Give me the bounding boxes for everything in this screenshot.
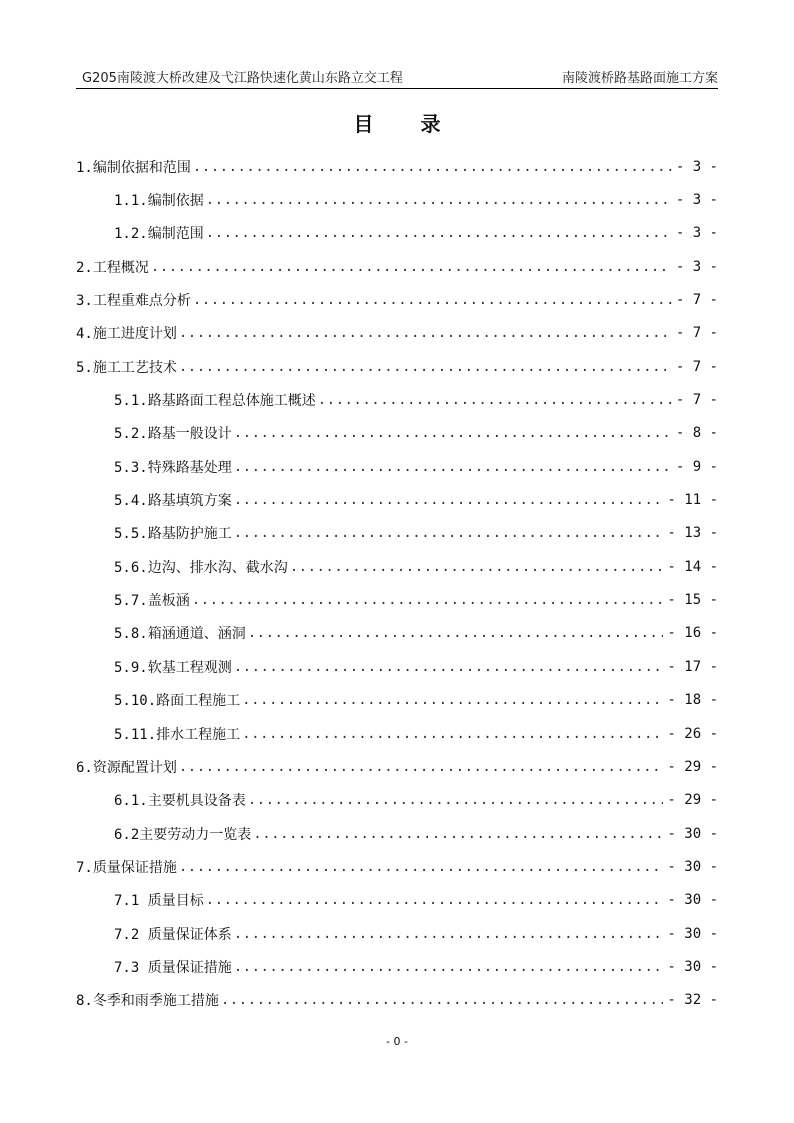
toc-entry-label: 1.1.编制依据 bbox=[114, 193, 204, 210]
header-document-title: 南陵渡桥路基路面施工方案 bbox=[561, 71, 718, 86]
toc-dot-leader bbox=[234, 926, 664, 942]
toc-entry[interactable] bbox=[76, 583, 718, 616]
toc-entry[interactable] bbox=[76, 350, 718, 383]
toc-entry-page: - 3 - bbox=[675, 192, 718, 209]
toc-dot-leader bbox=[206, 192, 672, 208]
toc-entry-label: 7.1 质量目标 bbox=[114, 893, 204, 910]
toc-entry-page: - 9 - bbox=[675, 458, 718, 475]
toc-entry-page: - 29 - bbox=[667, 792, 718, 809]
toc-entry[interactable] bbox=[76, 617, 718, 650]
toc-entry[interactable] bbox=[76, 650, 718, 683]
toc-entry[interactable] bbox=[76, 984, 718, 1017]
toc-entry-page: - 7 - bbox=[675, 392, 718, 409]
toc-dot-leader bbox=[248, 625, 664, 641]
table-of-contents bbox=[76, 150, 718, 1017]
toc-entry-label: 6.2主要劳动力一览表 bbox=[114, 826, 252, 843]
toc-entry[interactable] bbox=[76, 817, 718, 850]
toc-entry-page: - 7 - bbox=[675, 325, 718, 342]
toc-entry-page: - 18 - bbox=[667, 692, 718, 709]
toc-entry-label: 7.2 质量保证体系 bbox=[114, 926, 232, 943]
toc-dot-leader bbox=[206, 892, 664, 908]
toc-entry-page: - 26 - bbox=[667, 725, 718, 742]
toc-entry-label: 5.施工工艺技术 bbox=[76, 359, 177, 376]
toc-entry[interactable] bbox=[76, 684, 718, 717]
toc-entry-page: - 30 - bbox=[667, 892, 718, 909]
toc-dot-leader bbox=[248, 792, 664, 808]
toc-entry-label: 7.质量保证措施 bbox=[76, 859, 177, 876]
toc-entry-page: - 8 - bbox=[675, 425, 718, 442]
toc-entry[interactable] bbox=[76, 483, 718, 516]
toc-dot-leader bbox=[193, 292, 672, 308]
toc-entry-page: - 30 - bbox=[667, 825, 718, 842]
toc-entry-label: 5.8.箱涵通道、涵洞 bbox=[114, 626, 246, 643]
toc-dot-leader bbox=[318, 392, 672, 408]
toc-entry-label: 5.5.路基防护施工 bbox=[114, 526, 232, 543]
toc-entry-page: - 11 - bbox=[667, 492, 718, 509]
toc-entry-page: - 30 - bbox=[667, 925, 718, 942]
toc-entry[interactable] bbox=[76, 550, 718, 583]
toc-dot-leader bbox=[234, 959, 664, 975]
toc-entry[interactable] bbox=[76, 917, 718, 950]
toc-entry-page: - 29 - bbox=[667, 758, 718, 775]
toc-entry-page: - 14 - bbox=[667, 558, 718, 575]
toc-entry-page: - 32 - bbox=[667, 992, 718, 1009]
toc-entry[interactable] bbox=[76, 850, 718, 883]
toc-title: 目 录 bbox=[353, 112, 461, 136]
toc-entry-label: 5.10.路面工程施工 bbox=[114, 693, 241, 710]
toc-dot-leader bbox=[206, 225, 672, 241]
toc-dot-leader bbox=[234, 425, 672, 441]
toc-entry-label: 5.2.路基一般设计 bbox=[114, 426, 232, 443]
toc-dot-leader bbox=[234, 459, 672, 475]
toc-entry-page: - 30 - bbox=[667, 958, 718, 975]
toc-entry-label: 4.施工进度计划 bbox=[76, 326, 177, 343]
page-number: - 0 - bbox=[386, 1035, 408, 1048]
toc-dot-leader bbox=[221, 992, 664, 1008]
toc-entry-label: 6.1.主要机具设备表 bbox=[114, 793, 246, 810]
toc-entry[interactable] bbox=[76, 417, 718, 450]
toc-dot-leader bbox=[151, 259, 672, 275]
toc-entry[interactable] bbox=[76, 183, 718, 216]
toc-entry-label: 5.6.边沟、排水沟、截水沟 bbox=[114, 559, 288, 576]
toc-dot-leader bbox=[234, 525, 664, 541]
toc-dot-leader bbox=[234, 492, 664, 508]
toc-dot-leader bbox=[234, 659, 664, 675]
toc-entry-page: - 15 - bbox=[667, 592, 718, 609]
toc-entry-label: 3.工程重难点分析 bbox=[76, 293, 191, 310]
toc-entry[interactable] bbox=[76, 950, 718, 983]
toc-entry[interactable] bbox=[76, 283, 718, 316]
toc-entry[interactable] bbox=[76, 784, 718, 817]
toc-dot-leader bbox=[179, 359, 672, 375]
toc-entry-page: - 30 - bbox=[667, 858, 718, 875]
toc-entry-page: - 13 - bbox=[667, 525, 718, 542]
toc-entry-page: - 16 - bbox=[667, 625, 718, 642]
toc-entry-label: 5.11.排水工程施工 bbox=[114, 726, 241, 743]
toc-dot-leader bbox=[253, 826, 663, 842]
toc-entry-label: 8.冬季和雨季施工措施 bbox=[76, 993, 219, 1010]
toc-entry-label: 6.资源配置计划 bbox=[76, 759, 177, 776]
toc-entry-label: 7.3 质量保证措施 bbox=[114, 959, 232, 976]
toc-entry[interactable] bbox=[76, 517, 718, 550]
toc-dot-leader bbox=[193, 159, 672, 175]
toc-dot-leader bbox=[192, 592, 664, 608]
toc-entry-page: - 3 - bbox=[675, 258, 718, 275]
toc-entry-label: 5.7.盖板涵 bbox=[114, 593, 190, 610]
toc-entry[interactable] bbox=[76, 884, 718, 917]
toc-entry[interactable] bbox=[76, 150, 718, 183]
toc-dot-leader bbox=[179, 325, 672, 341]
toc-entry-label: 5.3.特殊路基处理 bbox=[114, 459, 232, 476]
toc-entry[interactable] bbox=[76, 383, 718, 416]
toc-dot-leader bbox=[179, 859, 664, 875]
toc-entry-page: - 3 - bbox=[675, 158, 718, 175]
toc-entry-page: - 7 - bbox=[675, 292, 718, 309]
toc-entry[interactable] bbox=[76, 717, 718, 750]
toc-dot-leader bbox=[290, 559, 664, 575]
page-header bbox=[76, 62, 718, 89]
toc-entry[interactable] bbox=[76, 450, 718, 483]
toc-entry-label: 5.4.路基填筑方案 bbox=[114, 493, 232, 510]
header-project-title: G205南陵渡大桥改建及弋江路快速化黄山东路立交工程 bbox=[82, 71, 403, 86]
toc-entry-label: 1.2.编制范围 bbox=[114, 226, 204, 243]
toc-entry-label: 2.工程概况 bbox=[76, 259, 149, 276]
toc-entry-page: - 17 - bbox=[667, 658, 718, 675]
toc-entry-page: - 7 - bbox=[675, 358, 718, 375]
toc-entry[interactable] bbox=[76, 250, 718, 283]
toc-dot-leader bbox=[242, 726, 663, 742]
toc-entry-page: - 3 - bbox=[675, 225, 718, 242]
toc-entry-label: 5.1.路基路面工程总体施工概述 bbox=[114, 393, 316, 410]
toc-entry[interactable] bbox=[76, 317, 718, 350]
toc-entry[interactable] bbox=[76, 217, 718, 250]
toc-entry-label: 1.编制依据和范围 bbox=[76, 159, 191, 176]
toc-entry[interactable] bbox=[76, 750, 718, 783]
toc-dot-leader bbox=[179, 759, 664, 775]
toc-dot-leader bbox=[242, 692, 663, 708]
toc-entry-label: 5.9.软基工程观测 bbox=[114, 659, 232, 676]
